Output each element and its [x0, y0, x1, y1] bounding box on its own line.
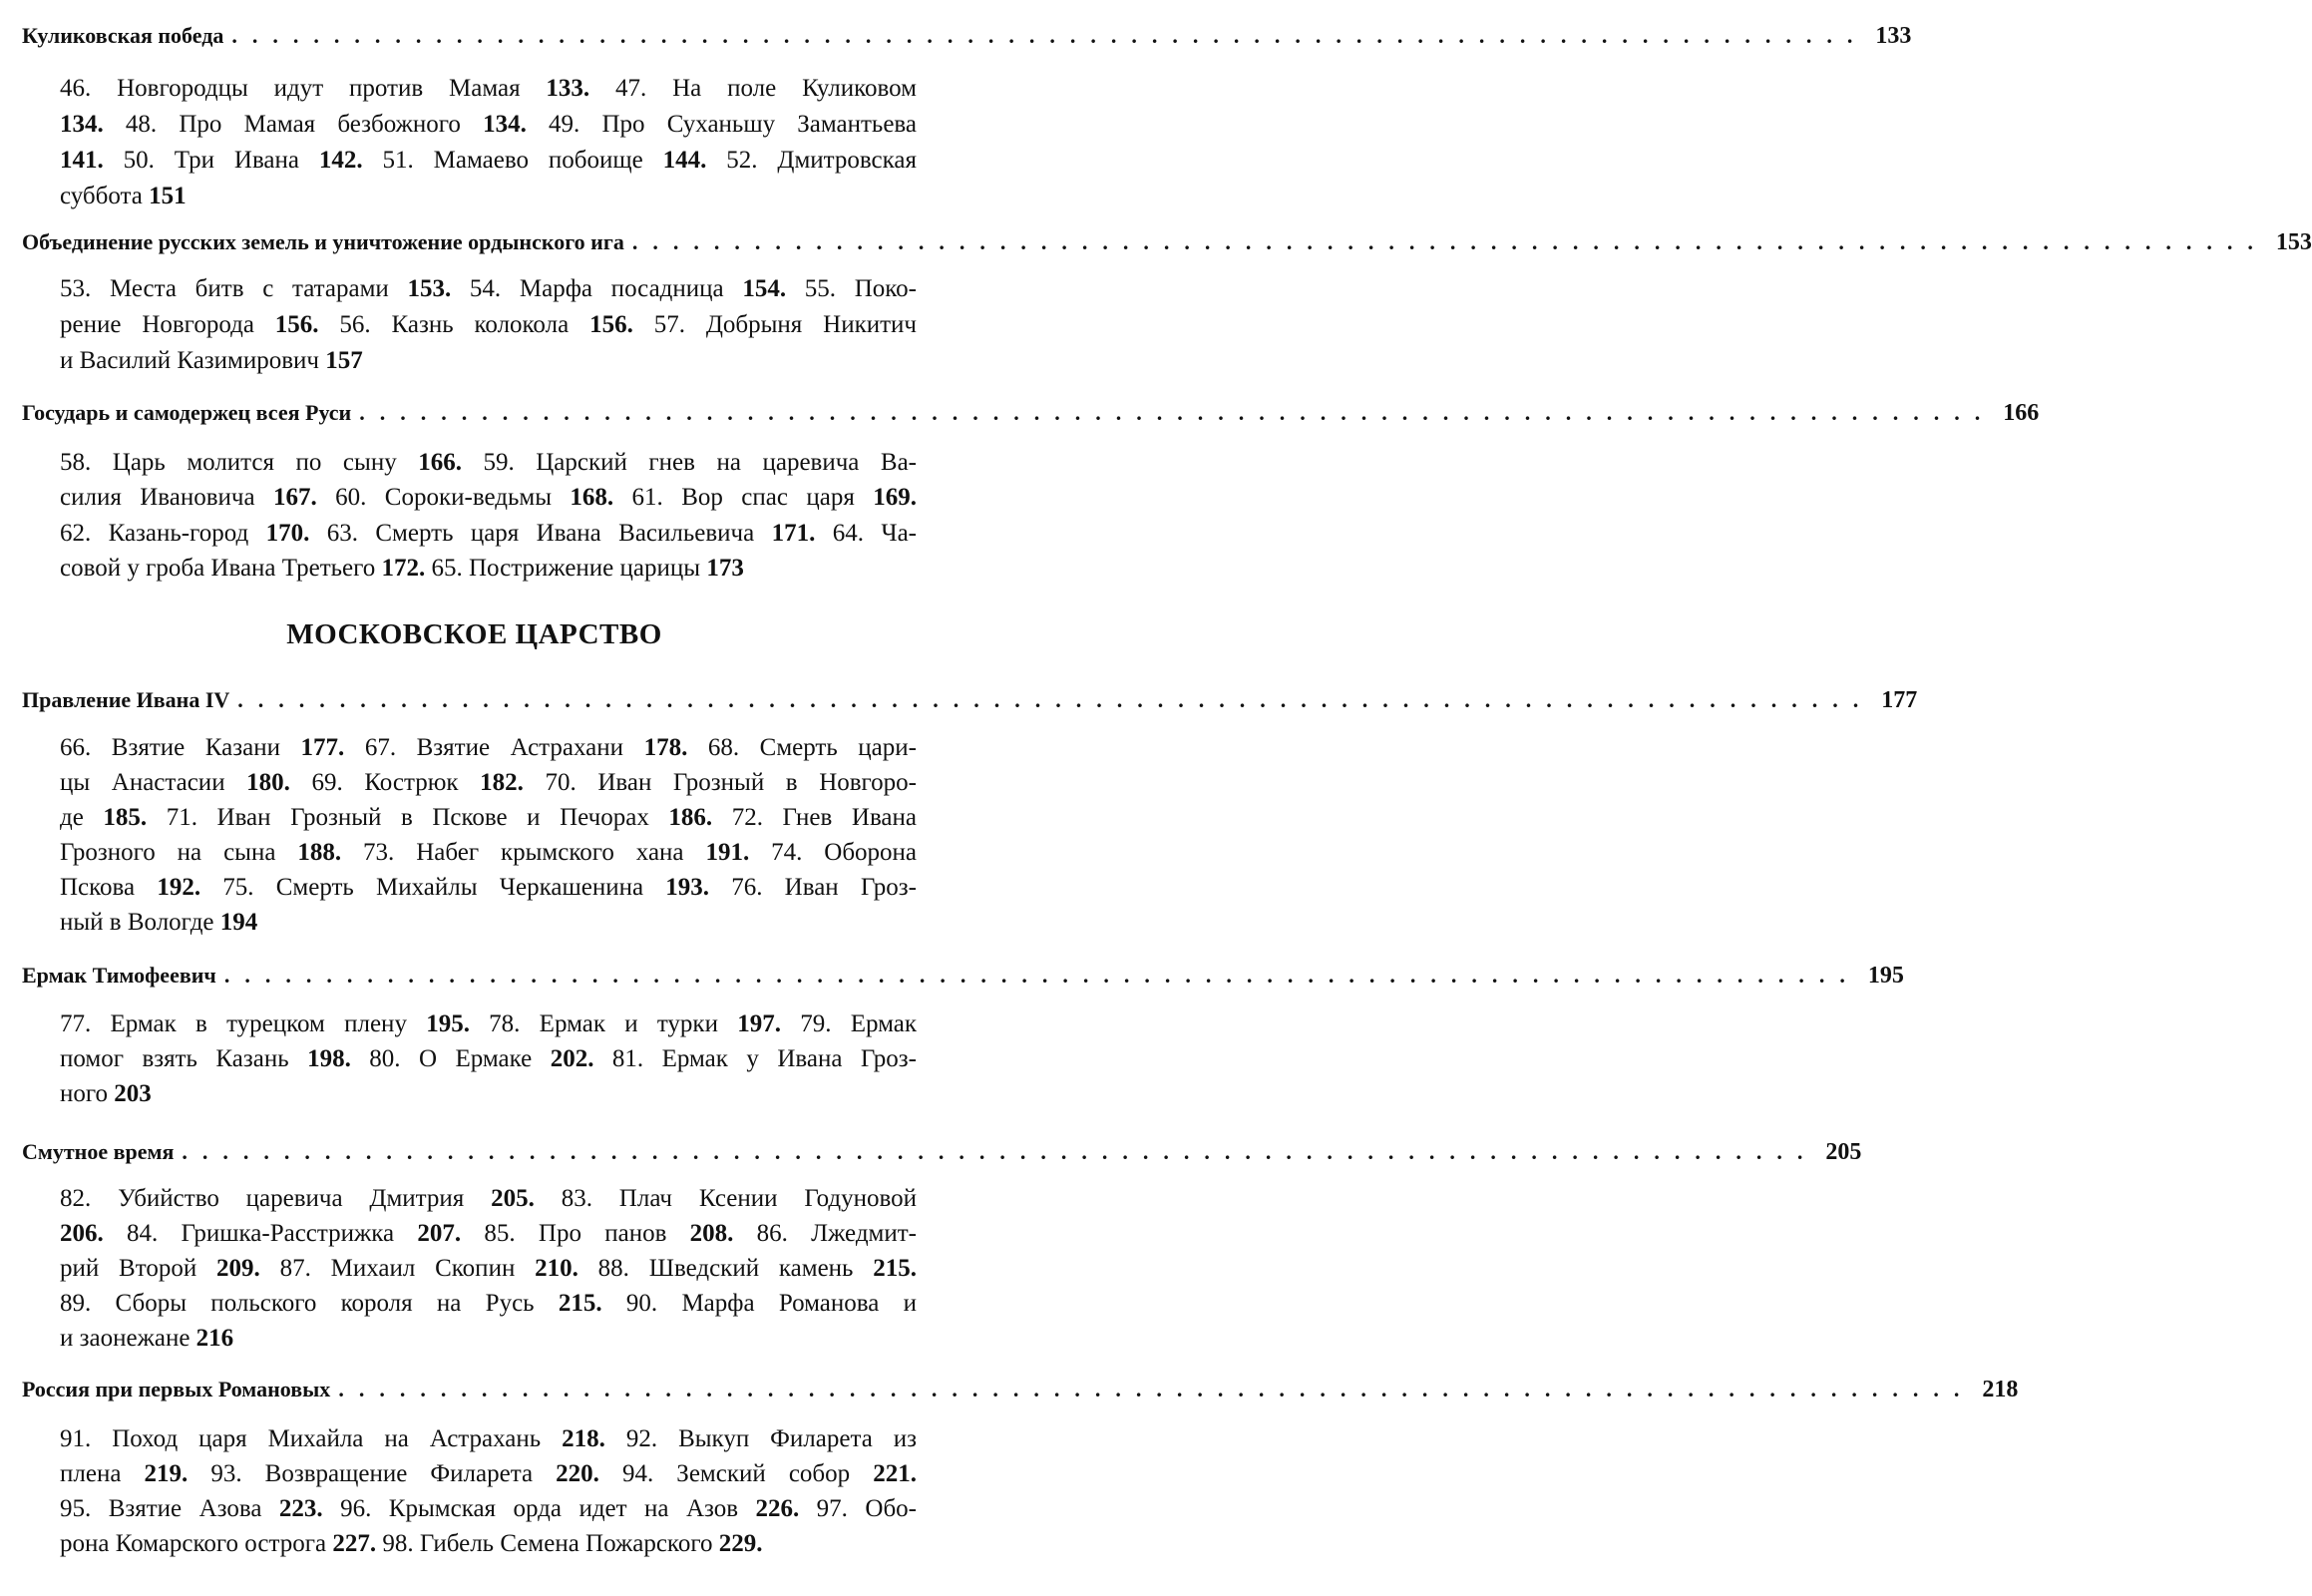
entry-page-number: 227.	[332, 1530, 377, 1557]
entry-page-number: 223.	[278, 1495, 323, 1522]
entry-text: 59. Царский гнев на царевича Ва-	[461, 449, 917, 476]
entry-text: 78. Ермак и турки	[469, 1010, 738, 1037]
entry-page-number: 133.	[546, 75, 590, 102]
entry-text: рение Новгорода	[60, 311, 275, 338]
entry-page-number: 215.	[558, 1290, 602, 1317]
entry-line	[60, 180, 917, 213]
entry-text: 60. Сороки-ведьмы	[316, 484, 571, 511]
entry-page-number: 221.	[873, 1460, 917, 1487]
entry-page-number: 171.	[771, 520, 816, 547]
entry-line	[60, 272, 917, 306]
entry-line	[60, 906, 917, 940]
entry-page-number: 182.	[480, 769, 524, 796]
section-title: Ермак Тимофеевич	[22, 963, 216, 988]
section-title: Смутное время	[22, 1139, 175, 1164]
entry-page-number: 180.	[246, 769, 290, 796]
entry-text: 69. Кострюк	[289, 769, 481, 796]
entry-line	[60, 446, 917, 480]
entry-text: ного	[60, 1080, 115, 1107]
entry-text: силия Ивановича	[60, 484, 273, 511]
dot-leader: ................................................................................	[237, 687, 1874, 712]
entry-text: 50. Три Ивана	[103, 147, 319, 174]
entry-page-number: 208.	[689, 1220, 734, 1247]
entry-text: 61. Вор спас царя	[613, 484, 874, 511]
entry-text: 70. Иван Грозный в Новгоро-	[523, 769, 918, 796]
entry-page-number: 205.	[491, 1185, 535, 1212]
entry-text: 49. Про Суханьшу Замантьева	[526, 111, 917, 138]
entry-page-number: 134.	[60, 111, 104, 138]
entry-text: 68. Смерть цари-	[687, 734, 917, 761]
entry-text: 84. Гришка-Расстрижка	[103, 1220, 418, 1247]
entry-page-number: 193.	[665, 874, 710, 901]
entry-line	[60, 1077, 917, 1111]
section-page-number: 177	[1881, 686, 1918, 713]
section-heading	[22, 682, 1918, 718]
entry-text: 72. Гнев Ивана	[712, 804, 917, 831]
entry-text: 87. Михаил Скопин	[259, 1255, 536, 1282]
entry-text: ный в Вологде	[60, 909, 220, 936]
entry-page-number: 141.	[60, 147, 104, 174]
entry-line	[60, 552, 917, 586]
entry-line	[60, 72, 917, 106]
entry-text: 73. Набег крымского хана	[341, 839, 706, 866]
section-page-number: 218	[1982, 1376, 2019, 1402]
entry-line	[60, 344, 917, 378]
entry-line	[60, 481, 917, 515]
section-page-number: 195	[1867, 962, 1904, 989]
entry-page-number: 206.	[60, 1220, 104, 1247]
entry-page-number: 134.	[483, 111, 527, 138]
entry-page-number: 142.	[318, 147, 363, 174]
section-heading	[22, 1372, 2019, 1407]
entry-text: 71. Иван Грозный в Пскове и Печорах	[147, 804, 669, 831]
section-heading	[22, 395, 2040, 431]
entry-page-number: 178.	[643, 734, 688, 761]
entry-page-number: 210.	[535, 1255, 578, 1282]
section-page-number: 153	[2275, 228, 2312, 255]
entry-line	[60, 1527, 917, 1561]
section-page-number: 205	[1825, 1138, 1862, 1165]
entry-page-number: 167.	[273, 484, 317, 511]
entry-page-number: 203	[114, 1080, 152, 1107]
entry-text: и Василий Казимирович	[60, 347, 326, 374]
entry-page-number: 168.	[570, 484, 614, 511]
section-heading	[22, 1134, 1862, 1170]
entry-page-number: 191.	[705, 839, 750, 866]
entry-page-number: 157	[325, 347, 363, 374]
entry-page-number: 202.	[550, 1045, 594, 1072]
entry-text: 66. Взятие Казани	[60, 734, 301, 761]
entry-text: 67. Взятие Астрахани	[344, 734, 644, 761]
entry-text: 55. Поко-	[786, 275, 917, 302]
entry-page-number: 186.	[668, 804, 713, 831]
entry-page-number: 151	[149, 183, 187, 209]
entry-text: суббота	[60, 183, 150, 209]
entry-text: помог взять Казань	[60, 1045, 308, 1072]
entry-text: 51. Мамаево побоище	[362, 147, 663, 174]
entry-text: 74. Оборона	[749, 839, 918, 866]
entry-text: 93. Возвращение Филарета	[188, 1460, 557, 1487]
entry-text: 53. Места битв с татарами	[60, 275, 408, 302]
entry-line	[60, 517, 917, 551]
section-title: Правление Ивана IV	[22, 687, 230, 712]
entry-text: 52. Дмитровская	[706, 147, 917, 174]
entry-text: Пскова	[60, 874, 158, 901]
entry-text: 89. Сборы польского короля на Русь	[60, 1290, 559, 1317]
entry-line	[60, 308, 917, 342]
entry-text: 85. Про панов	[461, 1220, 690, 1247]
entry-page-number: 207.	[417, 1220, 462, 1247]
dot-leader: ................................................................................	[231, 23, 1868, 48]
entry-page-number: 226.	[755, 1495, 800, 1522]
entry-page-number: 192.	[157, 874, 201, 901]
dot-leader: ................................................................................	[359, 400, 1996, 425]
entry-page-number: 154.	[742, 275, 787, 302]
section-page-number: 133	[1875, 22, 1912, 49]
entry-page-number: 169.	[873, 484, 917, 511]
entry-text: 90. Марфа Романова и	[601, 1290, 917, 1317]
entry-text: 56. Казнь колокола	[318, 311, 590, 338]
entry-text: 79. Ермак	[780, 1010, 917, 1037]
entry-text: цы Анастасии	[60, 769, 247, 796]
section-title: Россия при первых Романовых	[22, 1377, 331, 1401]
entry-text: 64. Ча-	[815, 520, 918, 547]
entry-line	[60, 731, 917, 765]
entry-line	[60, 1457, 917, 1491]
entry-text: 57. Добрыня Никитич	[632, 311, 917, 338]
entry-page-number: 153.	[407, 275, 452, 302]
entry-page-number: 156.	[274, 311, 319, 338]
entry-page-number: 219.	[144, 1460, 189, 1487]
entry-text: 63. Смерть царя Ивана Васильевича	[309, 520, 772, 547]
entry-page-number: 220.	[556, 1460, 599, 1487]
entry-line	[60, 1007, 917, 1041]
section-heading	[22, 224, 2312, 260]
dot-leader: ................................................................................	[182, 1139, 1818, 1164]
entry-text: 96. Крымская орда идет на Азов	[322, 1495, 756, 1522]
entry-line	[60, 1322, 917, 1356]
entry-page-number: 198.	[307, 1045, 351, 1072]
part-title: МОСКОВСКОЕ ЦАРСТВО	[286, 618, 662, 650]
entry-text: 98. Гибель Семена Пожарского	[376, 1530, 719, 1557]
entry-text: 97. Обо-	[799, 1495, 917, 1522]
entry-page-number: 185.	[103, 804, 148, 831]
entry-text: 76. Иван Гроз-	[709, 874, 917, 901]
entry-line	[60, 108, 917, 142]
entry-line	[60, 801, 917, 835]
entry-text: 94. Земский собор	[598, 1460, 874, 1487]
entry-page-number: 229.	[718, 1530, 763, 1557]
entry-page-number: 194	[219, 909, 258, 936]
entry-text: и заонежане	[60, 1325, 196, 1352]
entry-text: 86. Лжедмит-	[733, 1220, 917, 1247]
entry-line	[60, 1217, 917, 1251]
entry-page-number: 195.	[426, 1010, 470, 1037]
entry-page-number: 188.	[297, 839, 342, 866]
entry-text: рий Второй	[60, 1255, 217, 1282]
section-heading	[22, 958, 1904, 994]
entry-text: 83. Плач Ксении Годуновой	[534, 1185, 918, 1212]
dot-leader: ................................................................................	[338, 1377, 1975, 1401]
entry-text: 95. Взятие Азова	[60, 1495, 279, 1522]
section-heading	[22, 18, 1912, 54]
entry-page-number: 172.	[381, 555, 426, 582]
entry-text: 77. Ермак в турецком плену	[60, 1010, 427, 1037]
entry-line	[60, 836, 917, 870]
section-title: Куликовская победа	[22, 23, 224, 48]
entry-line	[60, 871, 917, 905]
entry-text: Грозного на сына	[60, 839, 298, 866]
entry-text: 58. Царь молится по сыну	[60, 449, 419, 476]
entry-text: 47. На поле Куликовом	[589, 75, 917, 102]
section-title: Объединение русских земель и уничтожение ордынского ига	[22, 229, 624, 254]
entry-text: 62. Казань-город	[60, 520, 266, 547]
section-page-number: 166	[2003, 399, 2040, 426]
entry-line	[60, 1287, 917, 1321]
entry-page-number: 177.	[300, 734, 345, 761]
entry-page-number: 209.	[216, 1255, 260, 1282]
entry-text: 75. Смерть Михайлы Черкашенина	[200, 874, 666, 901]
entry-line	[60, 144, 917, 178]
entry-line	[60, 1042, 917, 1076]
entry-text: де	[60, 804, 104, 831]
entry-page-number: 197.	[737, 1010, 781, 1037]
entry-line	[60, 1422, 917, 1456]
entry-line	[60, 766, 917, 800]
entry-text: 91. Поход царя Михайла на Астрахань	[60, 1425, 563, 1452]
entry-text: 48. Про Мамая безбожного	[103, 111, 484, 138]
entry-page-number: 216	[195, 1325, 234, 1352]
entry-page-number: 170.	[265, 520, 310, 547]
entry-page-number: 144.	[662, 147, 707, 174]
entry-text: 81. Ермак у Ивана Гроз-	[593, 1045, 917, 1072]
section-title: Государь и самодержец всея Руси	[22, 400, 352, 425]
entry-line	[60, 1252, 917, 1286]
entry-page-number: 156.	[589, 311, 633, 338]
entry-page-number: 173	[706, 555, 744, 582]
entry-text: плена	[60, 1460, 145, 1487]
entry-page-number: 166.	[418, 449, 462, 476]
entry-line	[60, 1182, 917, 1216]
entry-text: 46. Новгородцы идут против Мамая	[60, 75, 547, 102]
entry-text: рона Комарского острога	[60, 1530, 333, 1557]
entry-text: совой у гроба Ивана Третьего	[60, 555, 382, 582]
dot-leader: ................................................................................	[631, 229, 2268, 254]
entry-page-number: 218.	[562, 1425, 605, 1452]
entry-text: 80. О Ермаке	[350, 1045, 551, 1072]
entry-text: 92. Выкуп Филарета из	[604, 1425, 918, 1452]
entry-text: 65. Пострижение царицы	[425, 555, 707, 582]
dot-leader: ................................................................................	[223, 963, 1860, 988]
entry-text: 82. Убийство царевича Дмитрия	[60, 1185, 492, 1212]
entry-text: 88. Шведский камень	[578, 1255, 874, 1282]
entry-page-number: 215.	[873, 1255, 917, 1282]
entry-line	[60, 1492, 917, 1526]
entry-text: 54. Марфа посадница	[451, 275, 743, 302]
